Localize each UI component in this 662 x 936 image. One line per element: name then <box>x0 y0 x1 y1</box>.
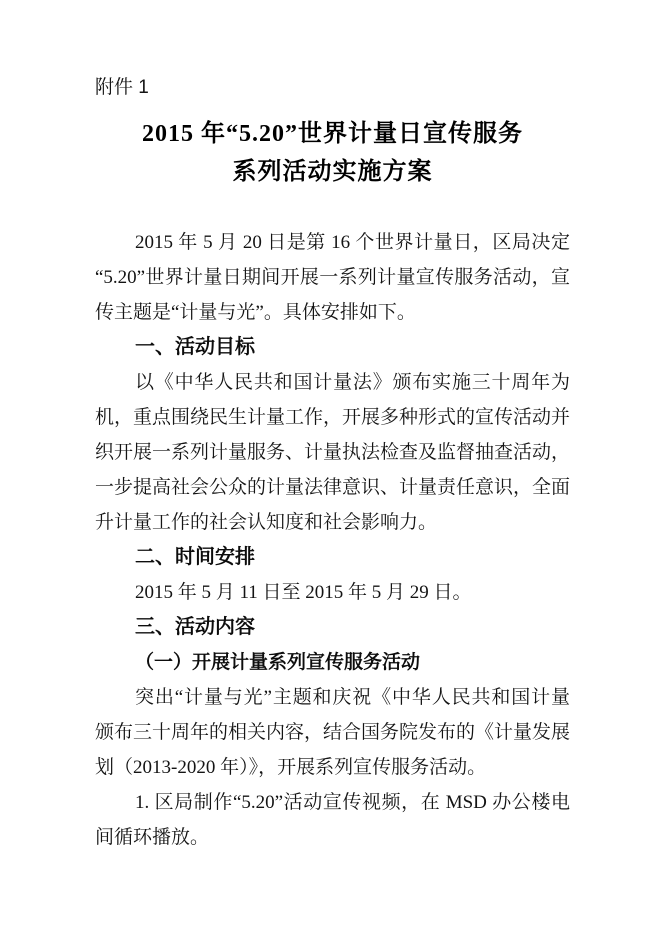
section-heading-goals: 一、活动目标 <box>135 336 255 358</box>
section-heading-schedule: 二、时间安排 <box>135 546 255 568</box>
body-line: 颁布三十周年的相关内容，结合国务院发布的《计量发展 <box>95 722 570 743</box>
title-line-2: 系列活动实施方案 <box>232 159 433 185</box>
body-line: “5.20”世界计量日期间开展一系列计量宣传服务活动，宣 <box>95 267 570 288</box>
section-heading-content: 三、活动内容 <box>135 616 255 638</box>
body-line: 织开展一系列计量服务、计量执法检查及监督抽查活动， <box>95 442 570 463</box>
document-title <box>95 115 570 191</box>
body-line: 升计量工作的社会认知度和社会影响力。 <box>95 512 438 533</box>
body-line: 划（2013-2020 年）》，开展系列宣传服务活动。 <box>95 757 487 778</box>
body-line: 间循环播放。 <box>95 827 210 848</box>
body-line: 以《中华人民共和国计量法》颁布实施三十周年为 <box>135 372 570 393</box>
body-line: 机，重点围绕民生计量工作，开展多种形式的宣传活动并 <box>95 407 570 428</box>
title-line-1: 2015 年“5.20”世界计量日宣传服务 <box>142 121 523 147</box>
subsection-heading-1: （一）开展计量系列宣传服务活动 <box>135 652 421 673</box>
document-body <box>95 225 570 855</box>
attachment-label: 附件 1 <box>95 77 149 98</box>
body-line: 2015 年 5 月 11 日至 2015 年 5 月 29 日。 <box>135 582 472 603</box>
body-line: 突出“计量与光”主题和庆祝《中华人民共和国计量 <box>135 687 570 708</box>
body-line: 一步提高社会公众的计量法律意识、计量责任意识，全面 <box>95 477 570 498</box>
body-line: 传主题是“计量与光”。具体安排如下。 <box>95 302 416 323</box>
body-line: 1. 区局制作“5.20”活动宣传视频，在 MSD 办公楼电 <box>135 792 570 813</box>
body-line: 2015 年 5 月 20 日是第 16 个世界计量日，区局决定 <box>135 232 570 253</box>
